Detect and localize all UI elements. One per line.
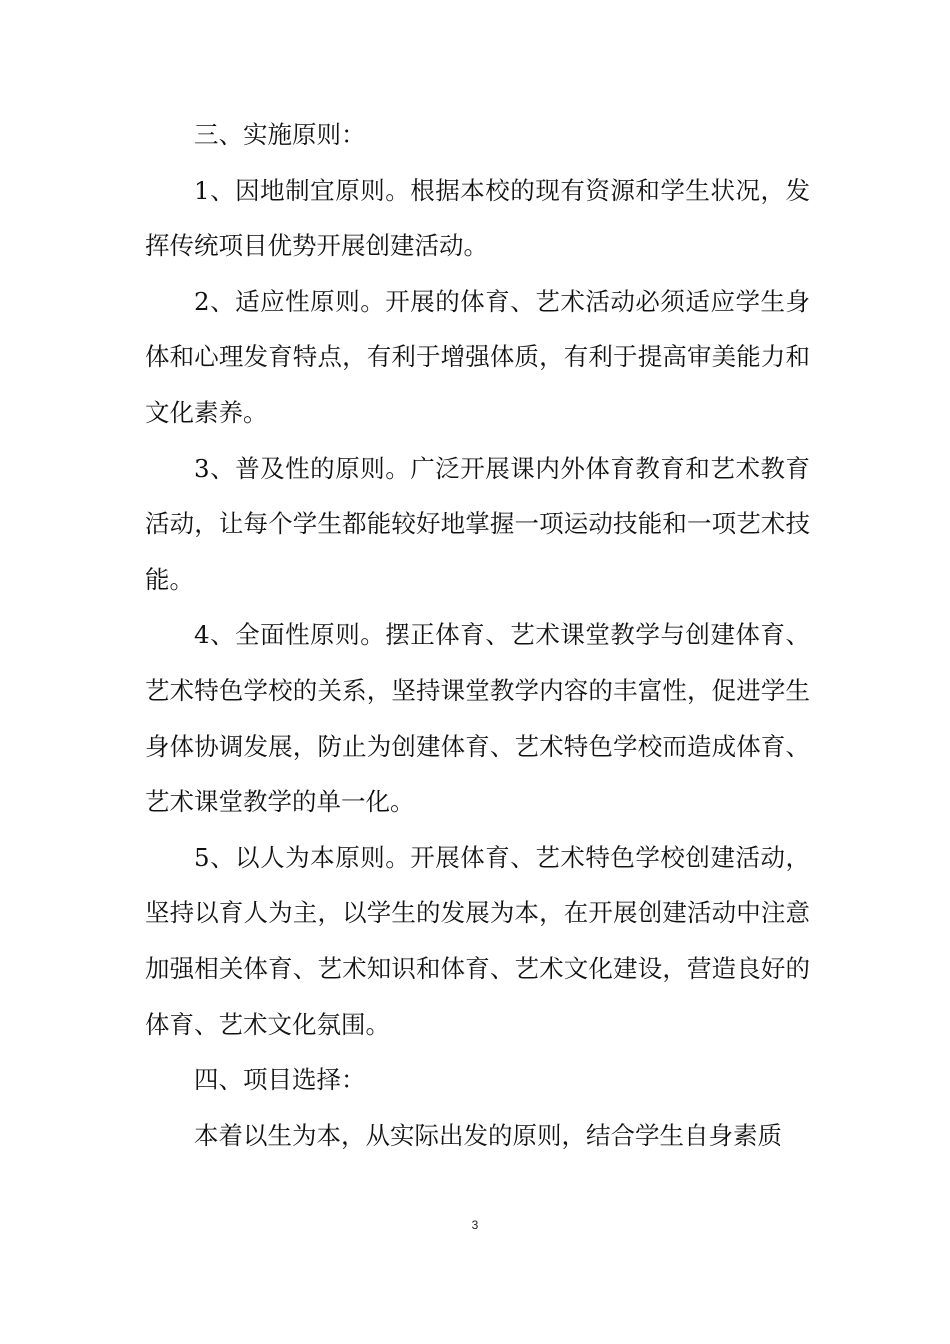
page-number: 3 <box>471 1218 479 1232</box>
paragraph-principle-1: 1、因地制宜原则。根据本校的现有资源和学生状况，发挥传统项目优势开展创建活动。 <box>145 175 810 261</box>
section-heading-project-selection: 四、项目选择： <box>194 1065 366 1095</box>
section-heading-implementation-principles: 三、实施原则： <box>194 120 366 149</box>
document-body <box>145 107 810 1163</box>
paragraph-project-selection: 本着以生为本，从实际出发的原则，结合学生自身素质 <box>194 1120 782 1150</box>
paragraph-principle-3: 3、普及性的原则。广泛开展课内外体育教育和艺术教育活动，让每个学生都能较好地掌握一项运动技能和一项艺术技能。 <box>145 453 810 594</box>
paragraph-principle-4: 4、全面性原则。摆正体育、艺术课堂教学与创建体育、艺术特色学校的关系，坚持课堂教学内容的丰富性，促进学生身体协调发展，防止为创建体育、艺术特色学校而造成体育、艺术课堂教学的单一化。 <box>145 620 810 817</box>
paragraph-principle-5: 5、以人为本原则。开展体育、艺术特色学校创建活动，坚持以育人为主，以学生的发展为本，在开展创建活动中注意加强相关体育、艺术知识和体育、艺术文化建设，营造良好的体育、艺术文化氛围。 <box>145 842 810 1039</box>
paragraph-principle-2: 2、适应性原则。开展的体育、艺术活动必须适应学生身体和心理发育特点，有利于增强体质，有利于提高审美能力和文化素养。 <box>145 286 810 427</box>
